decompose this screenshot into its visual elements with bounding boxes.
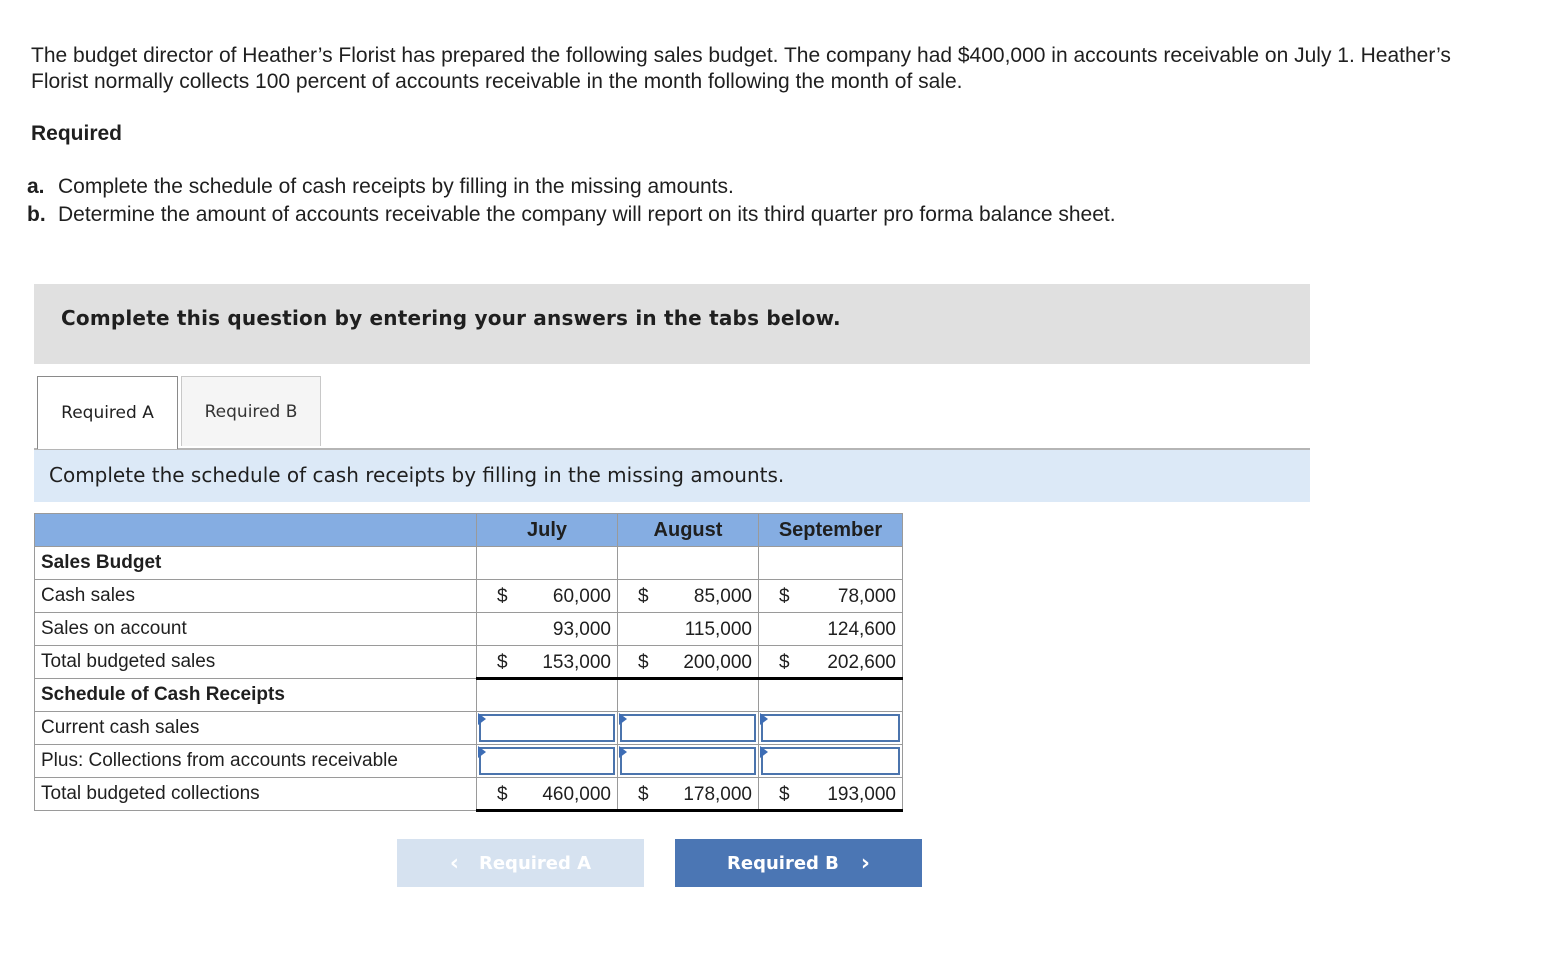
collections-july-cell xyxy=(477,745,618,778)
cell-value: 124,600 xyxy=(827,619,896,640)
cell-value: 115,000 xyxy=(684,619,752,640)
next-required-b-button[interactable] xyxy=(675,839,922,887)
required-heading: Required xyxy=(31,122,123,145)
currency-sign: $ xyxy=(497,586,508,607)
input-marker-icon xyxy=(619,713,627,725)
sales-budget-heading: Sales Budget xyxy=(35,547,477,580)
cell-value: 200,000 xyxy=(683,652,752,673)
cash-sales-july xyxy=(477,580,618,613)
table-row xyxy=(35,679,903,712)
header-blank xyxy=(35,514,477,547)
table-row xyxy=(35,580,903,613)
total-sales-august xyxy=(618,646,759,679)
empty-cell xyxy=(618,679,759,712)
header-row xyxy=(35,514,903,547)
header-july: July xyxy=(477,514,618,547)
currency-sign: $ xyxy=(779,784,790,805)
cell-value: 93,000 xyxy=(552,619,611,640)
total-budgeted-sales-label: Total budgeted sales xyxy=(35,646,477,679)
tab-required-b[interactable]: Required B xyxy=(181,376,321,446)
cell-value: 78,000 xyxy=(837,586,896,607)
cash-sales-label: Cash sales xyxy=(35,580,477,613)
collections-july-input[interactable] xyxy=(479,747,615,775)
total-sales-september xyxy=(759,646,903,679)
input-marker-icon xyxy=(760,713,768,725)
cell-value: 85,000 xyxy=(693,586,752,607)
chevron-left-icon: ‹ xyxy=(449,850,459,876)
sales-on-account-label: Sales on account xyxy=(35,613,477,646)
problem-intro: The budget director of Heather’s Florist has prepared the following sales budget. The company had $400,000 in accounts receivable on July 1. Heather’s Florist normally collects 100 percent of accounts receivable in the month following the month of sale. xyxy=(31,44,1451,93)
instruction-banner xyxy=(34,284,1310,364)
chevron-right-icon: › xyxy=(860,850,870,876)
tab-bar xyxy=(34,376,1310,450)
empty-cell xyxy=(477,679,618,712)
item-text: Determine the amount of accounts receivable the company will report on its third quarter pro forma balance sheet. xyxy=(58,203,1116,226)
currency-sign: $ xyxy=(779,586,790,607)
currency-sign: $ xyxy=(779,652,790,673)
item-letter: a. xyxy=(27,175,45,198)
empty-cell xyxy=(759,547,903,580)
prev-button-label: Required A xyxy=(478,852,592,874)
currency-sign: $ xyxy=(638,652,649,673)
input-marker-icon xyxy=(478,746,486,758)
tab-instruction-text: Complete the schedule of cash receipts by filling in the missing amounts. xyxy=(49,463,785,487)
cell-value: 153,000 xyxy=(542,652,611,673)
cash-receipts-schedule xyxy=(34,513,903,812)
required-list xyxy=(27,173,1116,229)
current-cash-sales-september-input[interactable] xyxy=(761,714,900,742)
input-marker-icon xyxy=(478,713,486,725)
sales-on-account-july xyxy=(477,613,618,646)
required-item-a xyxy=(27,173,1116,201)
table-row xyxy=(35,646,903,679)
current-cash-sales-august-input[interactable] xyxy=(620,714,756,742)
empty-cell xyxy=(618,547,759,580)
cash-sales-september xyxy=(759,580,903,613)
collections-label: Plus: Collections from accounts receivable xyxy=(35,745,477,778)
current-cash-sales-july-cell xyxy=(477,712,618,745)
collections-september-cell xyxy=(759,745,903,778)
empty-cell xyxy=(759,679,903,712)
input-marker-icon xyxy=(619,746,627,758)
schedule-heading: Schedule of Cash Receipts xyxy=(35,679,477,712)
input-marker-icon xyxy=(760,746,768,758)
cash-sales-august xyxy=(618,580,759,613)
item-letter: b. xyxy=(27,203,46,226)
cell-value: 60,000 xyxy=(552,586,611,607)
table-row xyxy=(35,712,903,745)
currency-sign: $ xyxy=(638,586,649,607)
required-item-b xyxy=(27,201,1116,229)
table-row xyxy=(35,547,903,580)
total-collections-august xyxy=(618,778,759,811)
sales-on-account-september xyxy=(759,613,903,646)
currency-sign: $ xyxy=(497,652,508,673)
header-august: August xyxy=(618,514,759,547)
total-collections-label: Total budgeted collections xyxy=(35,778,477,811)
collections-september-input[interactable] xyxy=(761,747,900,775)
item-text: Complete the schedule of cash receipts by filling in the missing amounts. xyxy=(58,175,734,198)
currency-sign: $ xyxy=(638,784,649,805)
sales-on-account-august xyxy=(618,613,759,646)
cell-value: 178,000 xyxy=(683,784,752,805)
header-september: September xyxy=(759,514,903,547)
empty-cell xyxy=(477,547,618,580)
cell-value: 193,000 xyxy=(827,784,896,805)
instruction-text: Complete this question by entering your answers in the tabs below. xyxy=(61,306,841,330)
current-cash-sales-label: Current cash sales xyxy=(35,712,477,745)
currency-sign: $ xyxy=(497,784,508,805)
total-sales-july xyxy=(477,646,618,679)
table-row xyxy=(35,613,903,646)
total-collections-september xyxy=(759,778,903,811)
table-row xyxy=(35,745,903,778)
cell-value: 460,000 xyxy=(542,784,611,805)
current-cash-sales-september-cell xyxy=(759,712,903,745)
current-cash-sales-july-input[interactable] xyxy=(479,714,615,742)
next-button-label: Required B xyxy=(727,852,839,874)
collections-august-cell xyxy=(618,745,759,778)
total-collections-july xyxy=(477,778,618,811)
table-row xyxy=(35,778,903,811)
collections-august-input[interactable] xyxy=(620,747,756,775)
prev-required-a-button[interactable] xyxy=(397,839,644,887)
cell-value: 202,600 xyxy=(827,652,896,673)
tab-instruction-banner xyxy=(34,450,1310,502)
tab-required-a[interactable]: Required A xyxy=(37,376,178,449)
current-cash-sales-august-cell xyxy=(618,712,759,745)
